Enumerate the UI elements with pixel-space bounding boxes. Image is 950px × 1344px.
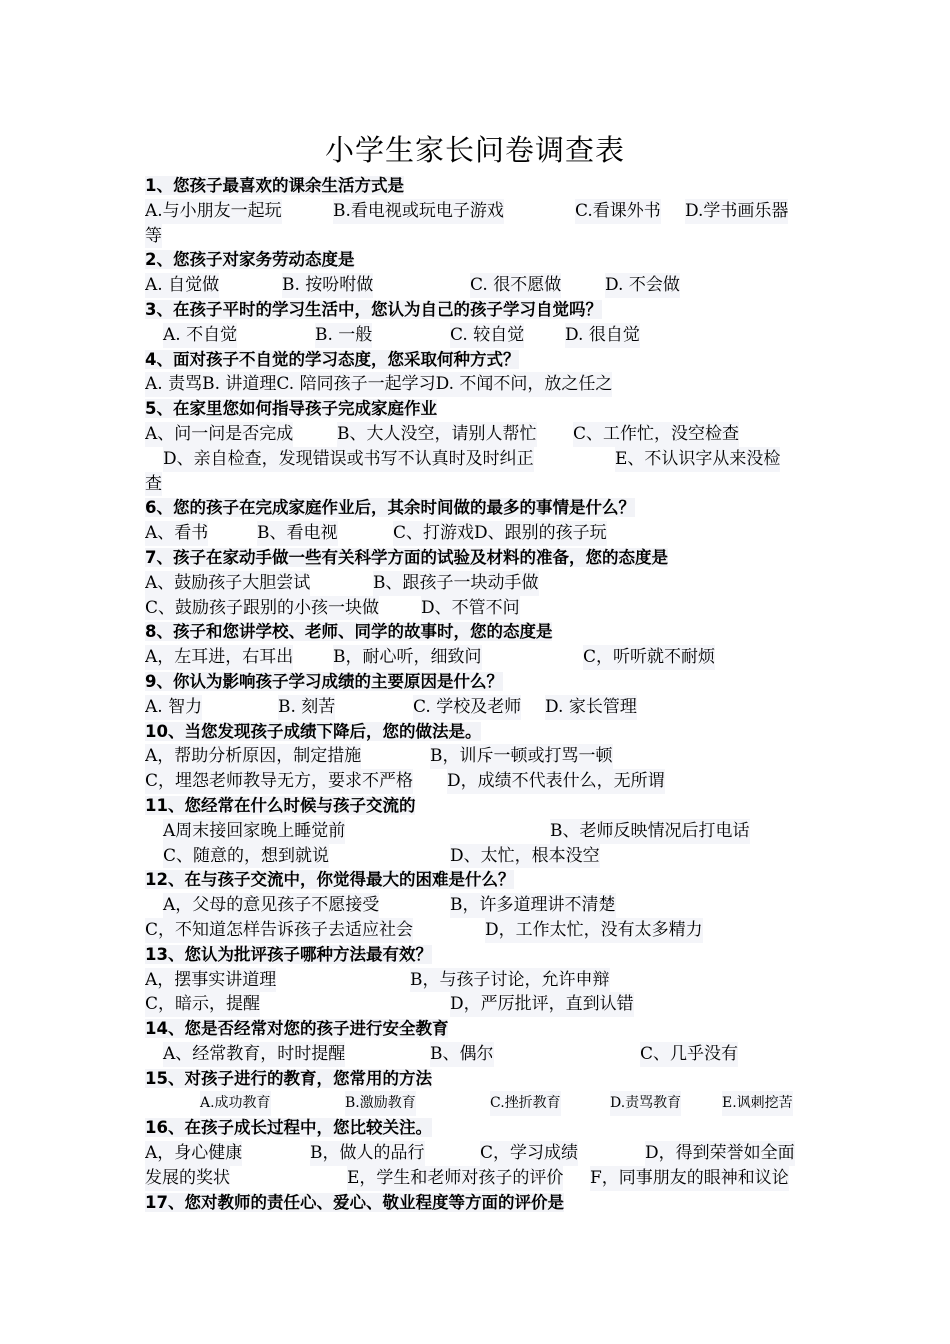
answer-option: A、鼓励孩子大胆尝试 (145, 571, 310, 596)
answer-option: B. 刻苦 (278, 695, 335, 720)
answer-option: 发展的奖状 (145, 1166, 230, 1191)
question-line (145, 496, 815, 521)
answer-option: D、不管不问 (421, 596, 520, 621)
option-line (145, 918, 815, 943)
answer-option: D，工作太忙，没有太多精力 (485, 918, 703, 943)
question-text: 5、在家里您如何指导孩子完成家庭作业 (145, 399, 437, 419)
question-text: 2、您孩子对家务劳动态度是 (145, 250, 355, 270)
answer-option: 等 (145, 224, 162, 249)
answer-option: B，与孩子讨论，允许申辩 (410, 968, 610, 993)
answer-option: D. 很自觉 (565, 323, 640, 348)
option-line (145, 819, 815, 844)
answer-option: B、大人没空，请别人帮忙 (337, 422, 537, 447)
option-line (145, 645, 815, 670)
option-line (145, 844, 815, 869)
answer-option: C. 学校及老师 (413, 695, 521, 720)
option-line (145, 422, 815, 447)
question-line (145, 670, 815, 695)
question-text: 6、您的孩子在完成家庭作业后，其余时间做的最多的事情是什么？ (145, 498, 635, 518)
answer-option: B，训斥一顿或打骂一顿 (430, 744, 613, 769)
answer-option: B，做人的品行 (310, 1141, 425, 1166)
question-line (145, 1067, 815, 1092)
answer-option: C、随意的，想到就说 (163, 844, 329, 869)
answer-option: C.挫折教育 (490, 1091, 561, 1116)
question-text: 10、当您发现孩子成绩下降后，您的做法是。 (145, 721, 482, 741)
option-line (145, 695, 815, 720)
answer-option: A. 不自觉 (163, 323, 237, 348)
question-text: 12、在与孩子交流中，你觉得最大的困难是什么？ (145, 870, 515, 890)
answer-option: C，不知道怎样告诉孩子去适应社会 (145, 918, 413, 943)
question-line (145, 298, 815, 323)
question-line (145, 794, 815, 819)
question-text: 17、您对教师的责任心、爱心、敬业程度等方面的评价是 (145, 1192, 564, 1212)
question-line (145, 1191, 815, 1216)
answer-option: A、问一问是否完成 (145, 422, 293, 447)
answer-option: A. 责骂B. 讲道理C. 陪同孩子一起学习D. 不闻不问，放之任之 (145, 372, 612, 397)
answer-option: A，身心健康 (145, 1141, 242, 1166)
answer-option: D，严厉批评，直到认错 (450, 992, 634, 1017)
answer-option: C. 较自觉 (450, 323, 524, 348)
answer-option: B.看电视或玩电子游戏 (333, 199, 504, 224)
answer-option: A、经常教育，时时提醒 (163, 1042, 345, 1067)
question-text: 13、您认为批评孩子哪种方法最有效？ (145, 944, 432, 964)
answer-option: B、偶尔 (430, 1042, 494, 1067)
answer-option: B，许多道理讲不清楚 (450, 893, 616, 918)
answer-option: C.看课外书 (575, 199, 661, 224)
question-text: 8、孩子和您讲学校、老师、同学的故事时，您的态度是 (145, 622, 553, 642)
question-text: 4、面对孩子不自觉的学习态度，您采取何种方式？ (145, 349, 520, 369)
answer-option: A.成功教育 (200, 1091, 271, 1116)
answer-option: B，耐心听，细致问 (333, 645, 482, 670)
question-line (145, 720, 815, 745)
option-line (145, 1141, 815, 1166)
answer-option: A.与小朋友一起玩 (145, 199, 282, 224)
question-line (145, 1017, 815, 1042)
question-line (145, 868, 815, 893)
question-line (145, 620, 815, 645)
option-line (145, 323, 815, 348)
answer-option: E、不认识字从来没检 (615, 447, 780, 472)
answer-option: C，暗示，提醒 (145, 992, 260, 1017)
answer-option: 查 (145, 472, 162, 497)
answer-option: F，同事朋友的眼神和议论 (590, 1166, 789, 1191)
answer-option: B、跟孩子一块动手做 (373, 571, 539, 596)
answer-option: E，学生和老师对孩子的评价 (347, 1166, 563, 1191)
question-text: 16、在孩子成长过程中，您比较关注。 (145, 1118, 432, 1138)
option-line (145, 273, 815, 298)
question-text: 3、在孩子平时的学习生活中，您认为自己的孩子学习自觉吗？ (145, 299, 602, 319)
answer-option: A，父母的意见孩子不愿接受 (163, 893, 379, 918)
question-line (145, 546, 815, 571)
answer-option: A周末接回家晚上睡觉前 (163, 819, 345, 844)
option-line (145, 521, 815, 546)
option-line (145, 769, 815, 794)
option-line (145, 744, 815, 769)
answer-option: B、看电视 (257, 521, 338, 546)
question-line (145, 943, 815, 968)
option-line (145, 596, 815, 621)
answer-option: B. 按吩咐做 (282, 273, 373, 298)
option-line (145, 199, 815, 224)
answer-option: D.责骂教育 (610, 1091, 681, 1116)
option-line (145, 372, 815, 397)
answer-option: A. 自觉做 (145, 273, 219, 298)
option-line (145, 224, 815, 249)
answer-option: C，学习成绩 (480, 1141, 578, 1166)
question-text: 11、您经常在什么时候与孩子交流的 (145, 795, 416, 815)
answer-option: C. 很不愿做 (470, 273, 561, 298)
questionnaire-body (145, 174, 815, 1215)
answer-option: D. 不会做 (605, 273, 680, 298)
question-line (145, 174, 815, 199)
answer-option: A、看书 (145, 521, 208, 546)
question-line (145, 397, 815, 422)
option-line (145, 472, 815, 497)
answer-option: C，听听就不耐烦 (583, 645, 715, 670)
answer-option: D，成绩不代表什么，无所谓 (447, 769, 665, 794)
answer-option: C、打游戏D、跟别的孩子玩 (393, 521, 607, 546)
question-text: 9、你认为影响孩子学习成绩的主要原因是什么？ (145, 671, 503, 691)
answer-option: D、亲自检查，发现错误或书写不认真时及时纠正 (163, 447, 534, 472)
page-title: 小学生家长问卷调查表 (324, 133, 625, 167)
option-line (145, 1091, 815, 1116)
answer-option: B. 一般 (315, 323, 372, 348)
answer-option: C、工作忙，没空检查 (573, 422, 739, 447)
answer-option: A，帮助分析原因，制定措施 (145, 744, 361, 769)
option-line (145, 893, 815, 918)
answer-option: C、鼓励孩子跟别的小孩一块做 (145, 596, 379, 621)
answer-option: B.激励教育 (345, 1091, 416, 1116)
option-line (145, 447, 815, 472)
option-line (145, 1042, 815, 1067)
answer-option: C、几乎没有 (640, 1042, 738, 1067)
question-text: 15、对孩子进行的教育，您常用的方法 (145, 1068, 432, 1088)
option-line (145, 968, 815, 993)
answer-option: A，摆事实讲道理 (145, 968, 276, 993)
option-line (145, 571, 815, 596)
answer-option: E.讽刺挖苦 (722, 1091, 793, 1116)
question-line (145, 248, 815, 273)
answer-option: D、太忙，根本没空 (450, 844, 600, 869)
option-line (145, 1166, 815, 1191)
answer-option: C，埋怨老师教导无方，要求不严格 (145, 769, 413, 794)
option-line (145, 992, 815, 1017)
answer-option: A. 智力 (145, 695, 202, 720)
answer-option: B、老师反映情况后打电话 (550, 819, 750, 844)
question-line (145, 348, 815, 373)
answer-option: D. 家长管理 (545, 695, 637, 720)
question-line (145, 1116, 815, 1141)
question-text: 1、您孩子最喜欢的课余生活方式是 (145, 176, 404, 195)
answer-option: A，左耳进，右耳出 (145, 645, 293, 670)
answer-option: D，得到荣誉如全面 (645, 1141, 795, 1166)
question-text: 14、您是否经常对您的孩子进行安全教育 (145, 1019, 449, 1039)
question-text: 7、孩子在家动手做一些有关科学方面的试验及材料的准备，您的态度是 (145, 547, 668, 567)
answer-option: D.学书画乐器 (685, 199, 788, 224)
